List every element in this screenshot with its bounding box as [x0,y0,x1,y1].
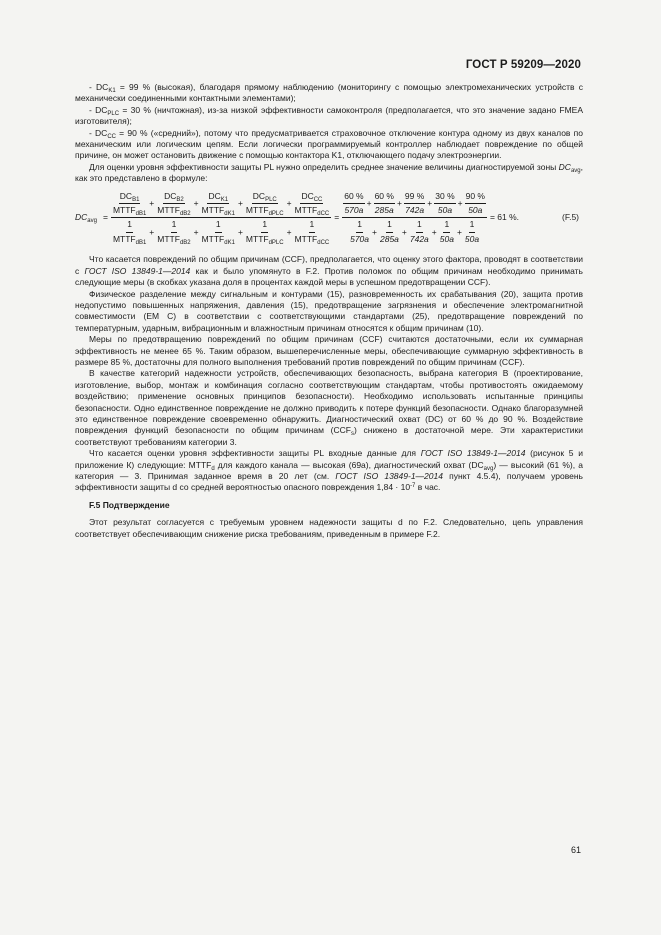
list-item-dc-cc: - $DC_{CC} = 90$ % («средний»), потому что предусматривается страховочное отключение контура одному из двух каналов по механическим или логическим цепям. Если логически программируемый контроллер наблюдает повреждение по общей причине, он может остановить движение с помощью контактора K1, отключающего подачу электроэнергии. [75,127,583,161]
plus-sign: + [372,226,377,237]
formula-lhs: $DC_{avg}$ [75,212,97,225]
formula-term [434,191,455,217]
term-numerator: 1 [171,219,178,232]
term-numerator: $DC_{B2}$ [164,190,184,203]
plus-sign: + [401,226,407,237]
term-numerator: 90 % [465,191,486,204]
list-item-dc-k1: - $DC_{K1} = 99$ % (высокая), благодаря прямому наблюдению (мониторингу с помощью электромеханических устройств с механически соединенными контактными элементами); [75,82,583,104]
term-numerator: 1 [309,219,316,232]
section-title: F.5 Подтверждение [89,499,170,510]
term-denominator: 285a [379,233,399,244]
term-numerator: 1 [443,219,450,232]
formula-term [404,191,425,217]
term-numerator: $DC_{CC}$ [301,190,323,203]
formula-term [112,219,147,245]
list-item-dc-plc: - $DC_{PLC} = 30$ % (ничтожная), из-за низкой эффективности самоконтроля (предполагается, что это значение задано FMEA изготовителя); [75,104,583,127]
numeric-numerator [342,190,487,218]
paragraph-pl-evaluation: Что касается оценки уровня эффективности защиты PL входные данные для ГОСТ ISO 13849-1—2014 (рисунок 5 и приложение К) следующие: $MTTF_d$ для каждого канала — высокая (69а), диагностический охват $(DC_{avg})$ — высокий (61 %), а категория — 3. Принимая заданное время в 20 лет (см. ГОСТ ISO 13849-1—2014 пункт 4.5.4), получаем уровень эффективности защиты d со средней вероятностью опасного повреждения $1,84 \cdot 10^{-7}$ в час. [75,448,583,493]
formula-term [245,219,285,245]
formula-term [201,219,236,245]
term-numerator: 60 % [374,191,395,204]
term-denominator: 570a [344,205,364,216]
plus-sign: + [237,226,243,237]
formula-term [112,191,147,217]
term-denominator: $MTTF_{dPLC}$ [245,205,284,218]
term-numerator: 1 [356,219,363,232]
term-numerator: 30 % [434,191,455,204]
formula-result: = 61 %. [489,212,520,223]
term-numerator: 1 [386,219,393,232]
plus-sign: + [396,197,402,208]
plus-sign: + [431,226,437,237]
term-numerator: 1 [416,219,423,232]
formula-term [409,219,430,245]
plus-sign: + [286,197,292,208]
term-denominator: 50a [464,233,480,244]
formula-term [379,219,400,245]
term-numerator: 1 [469,219,476,232]
formula-term [349,219,370,245]
formula-term [464,219,480,245]
plus-sign: + [427,197,433,208]
plus-sign: + [457,197,463,208]
formula-term [156,191,191,217]
term-denominator: $MTTF_{dB2}$ [157,233,191,246]
formula-term [465,191,486,217]
term-denominator: 742a [405,205,425,216]
document-id: ГОСТ Р 59209—2020 [465,59,581,71]
formula-term [156,219,191,245]
formula-term [343,191,364,217]
term-numerator: $DC_{K1}$ [208,190,229,203]
page-number: 61 [570,845,581,855]
term-denominator: $MTTF_{dCC}$ [294,233,330,246]
formula-term [245,191,285,217]
term-numerator: 1 [126,219,133,232]
formula-term [201,191,236,217]
document-body [75,82,583,540]
plus-sign: + [286,226,292,237]
formula-term [439,219,455,245]
plus-sign: + [456,226,462,237]
term-denominator: 742a [409,233,429,244]
plus-sign: + [193,226,199,237]
plus-sign: + [193,197,199,208]
formula-term [294,219,331,245]
plus-sign: + [149,197,155,208]
formula-symbolic-fraction [111,190,331,247]
term-numerator: 99 % [404,191,425,204]
term-denominator: 50a [437,205,453,216]
symbolic-numerator [111,190,331,218]
term-numerator: 60 % [343,191,364,204]
term-denominator: $MTTF_{dPLC}$ [245,233,284,246]
paragraph-conclusion: Этот результат согласуется с требуемым уровнем надежности защиты d по F.2. Следовательно, цепь управления соответствует обеспечивающим снижение риска требованиям, приведенным в примере F.2. [75,517,583,539]
term-denominator: $MTTF_{dB2}$ [157,205,191,218]
paragraph-category: В качестве категорий надежности устройств, обеспечивающих безопасность, выбрана категория В (проектирование, изготовление, выбор, монтаж и комбинация согласно соответствующим стандартам, чтобы противостоять ожидаемому воздействию; применение основных принципов безопасности). Необходимо использовать испытанные принципы безопасности. Одно единственное повреждение не должно приводить к потере функций безопасности. Однако благоразумней это единственное повреждение своевременно обнаружить. Диагностический охват (DC) от 60 % до 90 %. Воздействие повреждения функций безопасности по общим причинам $(CCF_s)$ снижено в достаточной мере. Эти характеристики соответствуют требованиям категории 3. [75,368,583,447]
plus-sign: + [366,197,372,208]
formula-term [374,191,395,217]
term-numerator: $DC_{B1}$ [119,190,140,203]
term-denominator: $MTTF_{dK1}$ [201,205,235,218]
term-numerator: 1 [215,219,222,232]
term-denominator: $MTTF_{dB1}$ [112,233,147,246]
term-denominator: $MTTF_{dCC}$ [294,205,330,218]
paragraph-sufficiency: Меры по предотвращению повреждений по общим причинам (CCF) считаются достаточными, если их суммарная эффективность не менее 65 %. Таким образом, вышеперечисленные меры, обеспечивающие суммарную эффективность в размере 85 %, достаточны для полного выполнения требований против повреждений по общим причинам (CCF). [75,334,583,367]
formula-f5: $DC_{avg}$ = $\frac{DC_{B1}}{MTTF_{dB1}}$ + $\frac{DC_{B2}}{MTTF_{dB2}}$ + $\frac{DC_{K1}}{MTTF_{dK1}}$ + $\frac{DC_{PLC}}{MTTF_{dPLC}}$ + $\frac{DC_{CC}}{MTTF_{dCC}}$ $\frac{1}{MTTF_{dB1}}$ + $\frac{1}{MTTF_{dB2}}$ + $\frac{1}{MTTF_{dK1}}$ + $\frac{1}{MTTF_{dPLC}}$ + $\frac{1}{MTTF_{dCC}}$ = $\frac{60 \%}{570a}$ + $\frac{60 \%}{285a}$ + $\frac{99 \%}{742a}$ + $\frac{30 \%}{50a}$ + $\frac{90 \%}{50a}$ $\frac{1}{570a}$ + $\frac{1}{285a}$ + $\frac{1}{742a}$ + $\frac{1}{50a}$ + $\frac{1}{50a}$ = 61 %. (F.5) [75,190,579,246]
numeric-denominator [348,218,481,246]
term-denominator: $MTTF_{dK1}$ [201,233,235,246]
term-denominator: 50a [468,205,483,216]
term-denominator: 50a [439,233,454,244]
term-denominator: 570a [350,233,370,244]
term-denominator: $MTTF_{dB1}$ [112,205,147,218]
paragraph-ccf: Что касается повреждений по общим причинам (CCF), предполагается, что оценку этого фактора, проводят в соответствии с ГОСТ ISO 13849-1—2014 как и было упомянуто в F.2. Против поломок по общим причинам необходимо принимать следующие меры (в скобках указана доля в процентах каждой меры в успешном предотвращении CCF). [75,254,583,288]
formula-number: (F.5) [562,212,579,223]
formula-intro: Для оценки уровня эффективности защиты PL нужно определить среднее значение величины диагностируемой зоны $DC_{avg}$, как это представлено в формуле: [75,161,583,184]
symbolic-denominator [111,218,331,246]
formula-numeric-fraction [342,190,487,247]
term-numerator: 1 [261,219,268,232]
paragraph-measures: Физическое разделение между сигнальным и контурами (15), разновременность их срабатывания (20), защита против недопустимо повышенных напряжения, давления (15), предотвращение загрязнения и обеспечение электромагнитной совместимости (ЕМ С) в соответствии с соответствующими стандартами (25), предотвращение повреждений по температурным, ударным, вибрационным и влажностным причинам относятся к общим причинам (10). [75,288,583,333]
plus-sign: + [149,226,155,237]
formula-term [294,191,331,217]
term-numerator: $DC_{PLC}$ [252,190,277,203]
plus-sign: + [237,197,243,208]
term-denominator: 285a [374,205,394,216]
